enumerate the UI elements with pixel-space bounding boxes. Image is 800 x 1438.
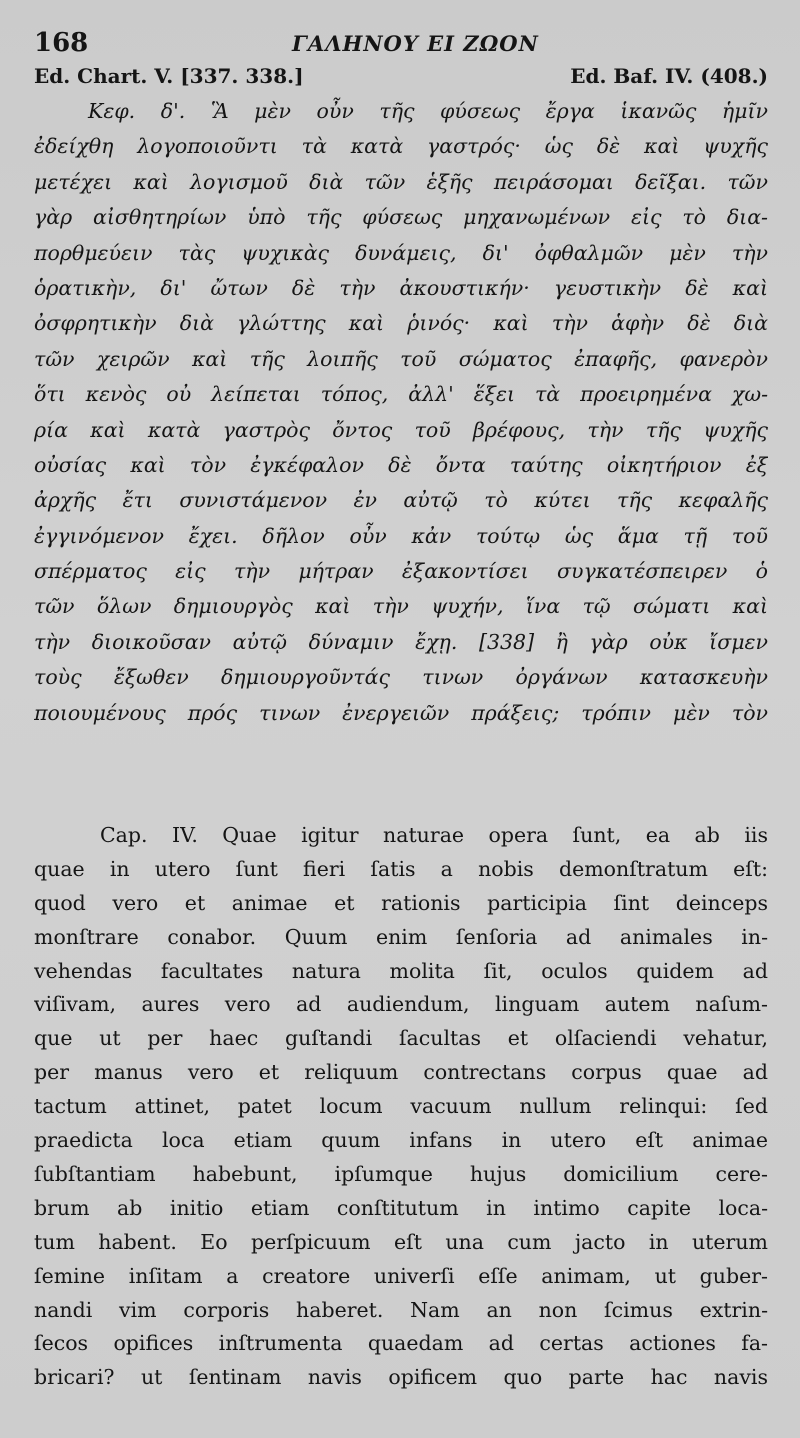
latin-line: que ut per haec guſtandi ſacultas et olſaciendi vehatur,: [34, 1026, 768, 1051]
greek-line: ὅτι κενὸς οὐ λείπεται τόπος, ἀλλ' ἕξει τὰ προειρημένα χω-: [34, 382, 768, 407]
greek-line: ποιουμένους πρός τινων ἐνεργειῶν πράξεις; τρόπιν μὲν τὸν: [34, 700, 768, 725]
latin-text-block: [34, 819, 768, 1395]
latin-line: quod vero et animae et rationis participia ſint deinceps: [34, 890, 768, 915]
section-gap: [34, 731, 768, 819]
latin-line: monſtrare conabor. Quum enim ſenſoria ad animales in-: [34, 924, 768, 949]
greek-line: σπέρματος εἰς τὴν μήτραν ἐξακοντίσει συγκατέσπειρεν ὁ: [34, 559, 768, 584]
greek-line: πορθμεύειν τὰς ψυχικὰς δυνάμεις, δι' ὀφθαλμῶν μὲν τὴν: [34, 240, 768, 265]
basel-edition-reference: Ed. Baf. IV. (408.): [570, 64, 768, 88]
greek-line: ἐγγινόμενον ἔχει. δῆλον οὖν κἀν τούτῳ ὡς ἅμα τῇ τοῦ: [34, 523, 768, 548]
latin-line: ſubſtantiam habebunt, ipſumque hujus domicilium cere-: [34, 1161, 768, 1186]
greek-line: ὁρατικὴν, δι' ὤτων δὲ τὴν ἀκουστικήν· γευστικὴν δὲ καὶ: [34, 275, 768, 300]
edition-references: [34, 64, 768, 94]
greek-line: ἐδείχθη λογοποιοῦντι τὰ κατὰ γαστρός· ὡς δὲ καὶ ψυχῆς: [34, 134, 768, 159]
greek-line: τοὺς ἔξωθεν δημιουργοῦντάς τινων ὀργάνων κατασκευὴν: [34, 665, 768, 690]
greek-line: γὰρ αἰσθητηρίων ὑπὸ τῆς φύσεως μηχανωμένων εἰς τὸ δια-: [34, 205, 768, 230]
latin-line: Cap. IV. Quae igitur naturae opera ſunt, ea ab iis: [100, 823, 768, 848]
greek-line: ἀρχῆς ἔτι συνιστάμενον ἐν αὐτῷ τὸ κύτει τῆς κεφαλῆς: [34, 488, 768, 513]
page-header: [34, 28, 768, 64]
latin-line: ſecos opifices inſtrumenta quaedam ad certas actiones fa-: [34, 1331, 768, 1356]
latin-line: nandi vim corporis haberet. Nam an non ſcimus extrin-: [34, 1297, 768, 1322]
latin-line: viſivam, aures vero ad audiendum, linguam autem naſum-: [34, 992, 768, 1017]
greek-line: Κεφ. δ'. Ἃ μὲν οὖν τῆς φύσεως ἔργα ἱκανῶς ἡμῖν: [88, 99, 768, 123]
latin-line: bricari? ut ſentinam navis opificem quo parte hac navis: [34, 1365, 768, 1390]
chart-edition-reference: Ed. Chart. V. [337. 338.]: [34, 64, 304, 88]
greek-line: ρία καὶ κατὰ γαστρὸς ὄντος τοῦ βρέφους, τὴν τῆς ψυχῆς: [34, 417, 768, 442]
greek-line: τῶν ὅλων δημιουργὸς καὶ τὴν ψυχήν, ἵνα τῷ σώματι καὶ: [34, 594, 768, 619]
latin-line: praedicta loca etiam quum infans in utero eſt animae: [34, 1128, 768, 1153]
greek-text-block: [34, 94, 768, 731]
latin-line: quae in utero ſunt fieri ſatis a nobis demonſtratum eſt:: [34, 856, 768, 881]
greek-line: τὴν διοικοῦσαν αὐτῷ δύναμιν ἔχῃ. [338] ἢ γὰρ οὐκ ἴσμεν: [34, 629, 768, 654]
greek-line: ὀσφρητικὴν διὰ γλώττης καὶ ῥινός· καὶ τὴν ἁφὴν δὲ διὰ: [34, 311, 768, 336]
latin-line: tactum attinet, patet locum vacuum nullum relinqui: ſed: [34, 1094, 768, 1119]
latin-line: tum habent. Eo perſpicuum eſt una cum jacto in uterum: [34, 1229, 768, 1254]
latin-line: per manus vero et reliquum contrectans corpus quae ad: [34, 1060, 768, 1085]
greek-line: τῶν χειρῶν καὶ τῆς λοιπῆς τοῦ σώματος ἐπαφῆς, φανερὸν: [34, 346, 768, 371]
latin-line: brum ab initio etiam conſtitutum in intimo capite loca-: [34, 1195, 768, 1220]
latin-line: ſemine inſitam a creatore univerſi eſſe animam, ut guber-: [34, 1263, 768, 1288]
running-title: ΓΑΛΗΝΟΥ ΕΙ ΖΩΟΝ: [292, 31, 539, 56]
latin-line: vehendas facultates natura molita ſit, oculos quidem ad: [34, 958, 768, 983]
greek-line: μετέχει καὶ λογισμοῦ διὰ τῶν ἑξῆς πειράσομαι δεῖξαι. τῶν: [34, 169, 768, 194]
page-number: 168: [34, 28, 89, 58]
greek-line: οὐσίας καὶ τὸν ἐγκέφαλον δὲ ὄντα ταύτης οἰκητήριον ἐξ: [34, 452, 768, 477]
